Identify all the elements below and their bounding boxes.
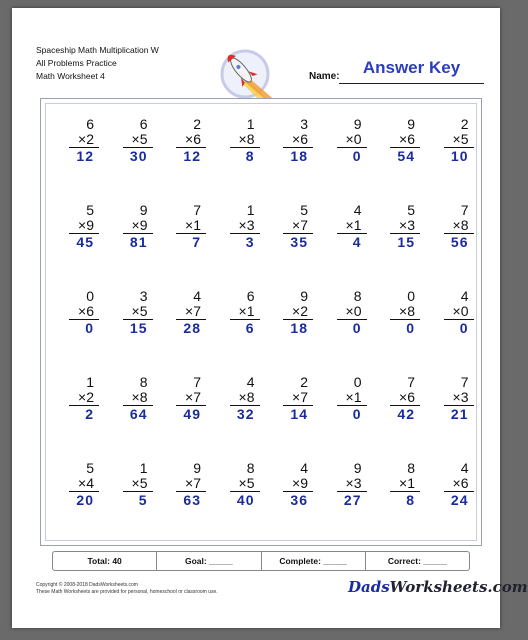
problem-multiplier: 6 <box>407 389 415 405</box>
problem-multiplicand: 1 <box>246 116 255 132</box>
problem-multiplier-row <box>176 304 206 320</box>
problem-multiplier: 3 <box>246 217 255 233</box>
problem-multiplier: 1 <box>353 217 362 233</box>
problem-multiplier-row <box>283 304 313 320</box>
multiply-sign: × <box>238 389 247 405</box>
problem-multiplier: 7 <box>300 217 308 233</box>
multiply-sign: × <box>78 131 87 147</box>
problem-multiplier: 5 <box>139 131 148 147</box>
multiply-sign: × <box>185 389 194 405</box>
problem-multiplicand: 2 <box>193 116 201 132</box>
problem-multiplier: 8 <box>246 131 255 147</box>
multiply-sign: × <box>131 131 140 147</box>
multiply-sign: × <box>452 131 461 147</box>
multiply-sign: × <box>345 303 354 319</box>
problem-multiplicand: 8 <box>246 460 255 476</box>
problem-multiplicand: 3 <box>139 288 148 304</box>
copyright-line-1: Copyright © 2008-2018 DadsWorksheets.com <box>36 582 138 588</box>
title-line-2: All Problems Practice <box>36 58 117 68</box>
problems-panel <box>40 98 482 546</box>
multiply-sign: × <box>452 217 461 233</box>
problem-multiplier-row <box>123 132 153 148</box>
problem-multiplier-row <box>337 476 367 492</box>
problem-answer: 40 <box>236 492 255 508</box>
problem <box>323 289 367 336</box>
problem-multiplier-row <box>230 132 260 148</box>
problem-multiplier-row <box>123 390 153 406</box>
problem-multiplier: 9 <box>139 217 148 233</box>
problem-answer: 28 <box>183 320 201 336</box>
problem-multiplier-row <box>69 390 99 406</box>
problem-multiplicand: 7 <box>407 374 415 390</box>
multiply-sign: × <box>345 131 354 147</box>
problem-multiplier-row <box>283 132 313 148</box>
problem-multiplier: 6 <box>460 475 469 491</box>
problem-answer: 8 <box>406 492 415 508</box>
problem-multiplier-row <box>390 132 420 148</box>
multiply-sign: × <box>292 303 301 319</box>
multiply-sign: × <box>238 475 247 491</box>
problem <box>216 289 260 336</box>
problem-multiplier: 8 <box>246 389 255 405</box>
problem-multiplier-row <box>390 218 420 234</box>
problem-multiplier: 4 <box>86 475 94 491</box>
problem-answer: 64 <box>129 406 148 422</box>
name-area <box>309 58 484 86</box>
title-line-3: Math Worksheet 4 <box>36 71 105 81</box>
problem-multiplier: 5 <box>460 131 469 147</box>
problem-answer: 63 <box>183 492 201 508</box>
problem-answer: 15 <box>397 234 415 250</box>
problem-multiplicand: 6 <box>246 288 255 304</box>
problem-answer: 42 <box>397 406 415 422</box>
title-line-1: Spaceship Math Multiplication W <box>36 45 159 55</box>
problem-answer: 15 <box>129 320 148 336</box>
problem-multiplier: 1 <box>246 303 255 319</box>
problem-multiplier-row <box>123 476 153 492</box>
problem <box>430 461 474 508</box>
problem-answer: 3 <box>245 234 255 250</box>
problem-multiplicand: 7 <box>460 374 469 390</box>
problem <box>162 117 206 164</box>
problem <box>162 375 206 422</box>
problem-answer: 32 <box>236 406 255 422</box>
problem-multiplier: 8 <box>407 303 415 319</box>
problem-multiplier: 9 <box>300 475 308 491</box>
multiply-sign: × <box>185 131 194 147</box>
worksheet-title <box>36 44 159 83</box>
problem <box>269 289 313 336</box>
problem-answer: 36 <box>290 492 308 508</box>
problem-multiplier-row <box>123 218 153 234</box>
problem-multiplier: 3 <box>353 475 362 491</box>
problem-multiplicand: 9 <box>300 288 308 304</box>
problem <box>109 375 153 422</box>
problem-multiplicand: 8 <box>407 460 415 476</box>
problem-multiplicand: 8 <box>353 288 362 304</box>
problem-multiplier-row <box>444 304 474 320</box>
multiply-sign: × <box>292 131 301 147</box>
problem-multiplier: 6 <box>407 131 415 147</box>
name-line <box>339 83 484 84</box>
problem-multiplicand: 7 <box>193 202 201 218</box>
copyright-line-2: These Math Worksheets are provided for personal, homeschool or classroom use. <box>36 589 218 595</box>
problem <box>323 375 367 422</box>
problem-multiplicand: 4 <box>193 288 201 304</box>
problem <box>55 461 99 508</box>
answer-key-label: Answer Key <box>362 58 461 77</box>
problem <box>55 117 99 164</box>
problem-multiplier-row <box>283 218 313 234</box>
multiply-sign: × <box>399 131 408 147</box>
problem-answer: 81 <box>129 234 148 250</box>
problem-answer: 6 <box>245 320 255 336</box>
problem-multiplicand: 9 <box>407 116 415 132</box>
problem-multiplier: 1 <box>353 389 362 405</box>
problem-multiplier-row <box>176 476 206 492</box>
problem <box>430 289 474 336</box>
problem-multiplier-row <box>230 390 260 406</box>
problem-multiplicand: 5 <box>407 202 415 218</box>
name-label: Name: <box>309 71 340 82</box>
problem <box>430 375 474 422</box>
problem-multiplicand: 7 <box>460 202 469 218</box>
multiply-sign: × <box>185 303 194 319</box>
multiply-sign: × <box>452 389 461 405</box>
problem-answer: 21 <box>450 406 469 422</box>
problem <box>109 203 153 250</box>
problem <box>323 117 367 164</box>
problem-answer: 14 <box>290 406 308 422</box>
problem-multiplicand: 9 <box>353 116 362 132</box>
problem-answer: 8 <box>245 148 255 164</box>
problem-multiplier: 5 <box>139 303 148 319</box>
problem <box>55 375 99 422</box>
problem <box>430 203 474 250</box>
problem <box>216 203 260 250</box>
problem-multiplicand: 0 <box>353 374 362 390</box>
multiply-sign: × <box>78 303 87 319</box>
multiply-sign: × <box>399 217 408 233</box>
multiply-sign: × <box>78 389 87 405</box>
problem-answer: 27 <box>343 492 362 508</box>
problem-multiplier: 1 <box>407 475 415 491</box>
multiply-sign: × <box>185 475 194 491</box>
multiply-sign: × <box>185 217 194 233</box>
complete-cell: Complete: _____ <box>262 552 366 570</box>
problem <box>323 461 367 508</box>
problem-answer: 2 <box>85 406 94 422</box>
problem-answer: 49 <box>183 406 201 422</box>
problem <box>269 461 313 508</box>
problem-multiplicand: 6 <box>86 116 94 132</box>
problem-multiplier: 0 <box>353 303 362 319</box>
multiply-sign: × <box>292 475 301 491</box>
problem-multiplier-row <box>230 218 260 234</box>
problem-multiplier-row <box>337 390 367 406</box>
problem <box>109 289 153 336</box>
multiply-sign: × <box>452 303 461 319</box>
problem-answer: 7 <box>192 234 201 250</box>
problem-multiplicand: 7 <box>193 374 201 390</box>
problem-answer: 45 <box>76 234 94 250</box>
problem-multiplicand: 0 <box>407 288 415 304</box>
problem-multiplier-row <box>444 132 474 148</box>
problem-answer: 24 <box>450 492 469 508</box>
problem-answer: 30 <box>129 148 148 164</box>
problem <box>376 375 420 422</box>
multiply-sign: × <box>399 389 408 405</box>
problem-multiplier: 0 <box>353 131 362 147</box>
problem-answer: 12 <box>183 148 201 164</box>
multiply-sign: × <box>399 475 408 491</box>
correct-cell: Correct: _____ <box>387 556 447 566</box>
problem-multiplier-row <box>337 304 367 320</box>
problem-multiplier-row <box>176 218 206 234</box>
multiply-sign: × <box>292 217 301 233</box>
problem <box>269 203 313 250</box>
problem-multiplier-row <box>69 476 99 492</box>
problem-answer: 18 <box>290 148 308 164</box>
problem-multiplier-row <box>176 390 206 406</box>
problem-answer: 56 <box>450 234 469 250</box>
problem-multiplier: 7 <box>193 475 201 491</box>
problem-multiplier: 8 <box>460 217 469 233</box>
multiply-sign: × <box>399 303 408 319</box>
problem <box>216 375 260 422</box>
logo-part-1: Dads <box>348 578 390 596</box>
problem-multiplicand: 2 <box>460 116 469 132</box>
problem <box>376 117 420 164</box>
problem-multiplicand: 4 <box>460 288 469 304</box>
problem <box>216 461 260 508</box>
problem-answer: 4 <box>352 234 362 250</box>
problem-multiplier-row <box>230 304 260 320</box>
problem <box>269 117 313 164</box>
problem <box>55 203 99 250</box>
problem <box>55 289 99 336</box>
copyright <box>36 582 218 596</box>
problem-multiplier-row <box>283 390 313 406</box>
problem-multiplicand: 5 <box>86 460 94 476</box>
problem-multiplicand: 0 <box>86 288 94 304</box>
problem-multiplicand: 5 <box>300 202 308 218</box>
problem <box>162 203 206 250</box>
problem-multiplier-row <box>283 476 313 492</box>
problem-answer: 0 <box>352 406 362 422</box>
problem <box>162 461 206 508</box>
problems-grid <box>41 99 481 545</box>
problem-multiplier-row <box>390 304 420 320</box>
problem-multiplicand: 3 <box>300 116 308 132</box>
problem-multiplier: 2 <box>86 131 94 147</box>
multiply-sign: × <box>345 389 354 405</box>
problem <box>376 289 420 336</box>
problem-answer: 5 <box>138 492 148 508</box>
problem-answer: 0 <box>85 320 94 336</box>
problem <box>109 461 153 508</box>
problem-multiplier-row <box>69 132 99 148</box>
problem-multiplicand: 6 <box>139 116 148 132</box>
problem-multiplier: 6 <box>193 131 201 147</box>
problem <box>109 117 153 164</box>
problem-multiplicand: 2 <box>300 374 308 390</box>
multiply-sign: × <box>452 475 461 491</box>
problem-multiplicand: 1 <box>139 460 148 476</box>
problem-answer: 0 <box>352 148 362 164</box>
problem-multiplier: 6 <box>300 131 308 147</box>
problem <box>323 203 367 250</box>
problem-multiplier-row <box>444 476 474 492</box>
problem <box>216 117 260 164</box>
problem-answer: 20 <box>76 492 94 508</box>
problem-multiplier: 2 <box>86 389 94 405</box>
problem-answer: 10 <box>450 148 469 164</box>
worksheet-page <box>12 8 528 628</box>
problem-multiplicand: 4 <box>460 460 469 476</box>
dadsworksheets-logo <box>348 578 528 596</box>
problem <box>162 289 206 336</box>
multiply-sign: × <box>345 475 354 491</box>
problem-answer: 0 <box>459 320 469 336</box>
problem-multiplier: 7 <box>193 389 201 405</box>
problem-multiplicand: 1 <box>86 374 94 390</box>
multiply-sign: × <box>131 303 140 319</box>
problem-multiplicand: 5 <box>86 202 94 218</box>
problem <box>376 461 420 508</box>
problem-multiplicand: 4 <box>300 460 308 476</box>
problem-multiplier: 0 <box>460 303 469 319</box>
problem-answer: 18 <box>290 320 308 336</box>
problem-multiplier-row <box>123 304 153 320</box>
problem <box>376 203 420 250</box>
problem-multiplier-row <box>444 390 474 406</box>
problem-multiplier: 5 <box>139 475 148 491</box>
problem-multiplier: 7 <box>300 389 308 405</box>
goal-cell: Goal: _____ <box>157 552 261 570</box>
problem-multiplicand: 8 <box>139 374 148 390</box>
problem-answer: 54 <box>397 148 415 164</box>
problem-multiplicand: 9 <box>139 202 148 218</box>
multiply-sign: × <box>131 389 140 405</box>
problem-multiplier: 3 <box>407 217 415 233</box>
problem-multiplier: 8 <box>139 389 148 405</box>
problem-multiplier: 1 <box>193 217 201 233</box>
problem-multiplicand: 1 <box>246 202 255 218</box>
multiply-sign: × <box>238 217 247 233</box>
multiply-sign: × <box>345 217 354 233</box>
problem-multiplicand: 9 <box>353 460 362 476</box>
problem-multiplicand: 4 <box>246 374 255 390</box>
problem-multiplier-row <box>390 476 420 492</box>
multiply-sign: × <box>238 303 247 319</box>
problem-multiplier-row <box>337 132 367 148</box>
problem-multiplier-row <box>337 218 367 234</box>
multiply-sign: × <box>131 475 140 491</box>
problem-multiplicand: 9 <box>193 460 201 476</box>
multiply-sign: × <box>78 217 87 233</box>
problem-multiplier-row <box>390 390 420 406</box>
problem-multiplier-row <box>69 304 99 320</box>
problem-multiplier: 5 <box>246 475 255 491</box>
problem-multiplier: 6 <box>86 303 94 319</box>
problem-multiplier-row <box>69 218 99 234</box>
total-cell: Total: 40 <box>53 552 157 570</box>
problem-answer: 12 <box>76 148 94 164</box>
problem <box>269 375 313 422</box>
multiply-sign: × <box>292 389 301 405</box>
score-footer <box>52 551 470 571</box>
problem-answer: 35 <box>290 234 308 250</box>
problem <box>430 117 474 164</box>
logo-part-2: Worksheets.com <box>389 578 528 596</box>
problem-answer: 0 <box>352 320 362 336</box>
multiply-sign: × <box>78 475 87 491</box>
multiply-sign: × <box>131 217 140 233</box>
problem-multiplier-row <box>444 218 474 234</box>
problem-multiplier-row <box>230 476 260 492</box>
problem-multiplier: 2 <box>300 303 308 319</box>
problem-multiplicand: 4 <box>353 202 362 218</box>
problem-multiplier: 7 <box>193 303 201 319</box>
problem-multiplier: 3 <box>460 389 469 405</box>
multiply-sign: × <box>238 131 247 147</box>
problem-multiplier: 9 <box>86 217 94 233</box>
problem-answer: 0 <box>406 320 415 336</box>
problem-multiplier-row <box>176 132 206 148</box>
